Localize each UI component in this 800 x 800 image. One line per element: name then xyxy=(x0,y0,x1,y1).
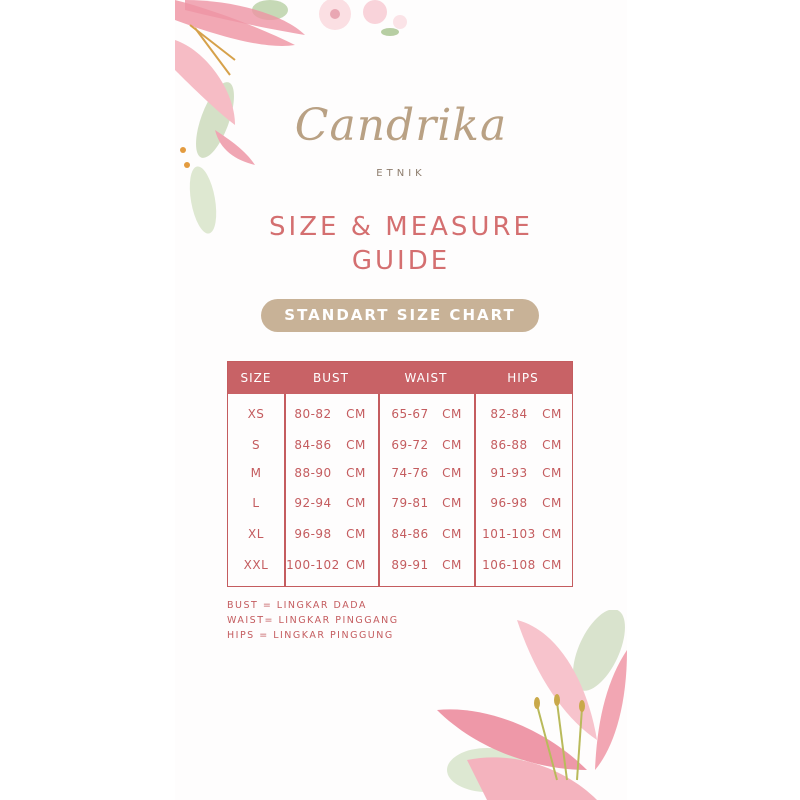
lily-flower-bottom-right xyxy=(427,610,627,800)
cell-unit: CM xyxy=(442,558,462,572)
measurement-legend xyxy=(227,598,399,643)
cell-bust: 96-98 xyxy=(294,527,332,541)
cell-size: M xyxy=(250,466,262,480)
cell-unit: CM xyxy=(442,407,462,421)
size-table xyxy=(227,361,573,587)
cell-unit: CM xyxy=(442,466,462,480)
cell-unit: CM xyxy=(542,407,562,421)
table-row xyxy=(228,524,572,544)
table-row xyxy=(228,404,572,424)
cell-unit: CM xyxy=(346,527,366,541)
cell-size: L xyxy=(252,496,260,510)
cell-waist: 69-72 xyxy=(391,438,429,452)
header-waist: WAIST xyxy=(404,371,448,385)
cell-unit: CM xyxy=(346,496,366,510)
cell-waist: 74-76 xyxy=(391,466,429,480)
cell-hips: 106-108 xyxy=(482,558,536,572)
cell-bust: 100-102 xyxy=(286,558,340,572)
cell-waist: 79-81 xyxy=(391,496,429,510)
title-line-1: SIZE & MEASURE xyxy=(269,212,533,242)
cell-size: S xyxy=(251,438,261,452)
cell-hips: 86-88 xyxy=(490,438,528,452)
size-chart-badge: STANDART SIZE CHART xyxy=(261,299,539,332)
cell-unit: CM xyxy=(346,558,366,572)
cell-hips: 96-98 xyxy=(490,496,528,510)
cell-unit: CM xyxy=(542,438,562,452)
legend-hips: HIPS = LINGKAR PINGGUNG xyxy=(227,630,394,641)
cell-bust: 88-90 xyxy=(294,466,332,480)
header-size: SIZE xyxy=(240,371,272,385)
title-line-2: GUIDE xyxy=(351,246,451,276)
table-row xyxy=(228,435,572,455)
cell-unit: CM xyxy=(346,438,366,452)
table-row xyxy=(228,463,572,483)
legend-bust: BUST = LINGKAR DADA xyxy=(227,600,367,611)
page-title xyxy=(175,210,627,278)
cell-hips: 82-84 xyxy=(490,407,528,421)
cell-bust: 84-86 xyxy=(294,438,332,452)
table-row xyxy=(228,555,572,575)
cell-unit: CM xyxy=(542,496,562,510)
cell-waist: 84-86 xyxy=(391,527,429,541)
cell-unit: CM xyxy=(442,496,462,510)
cell-bust: 80-82 xyxy=(294,407,332,421)
cell-unit: CM xyxy=(346,407,366,421)
brand-logo: Candrika xyxy=(294,100,508,151)
table-row xyxy=(228,493,572,513)
cell-unit: CM xyxy=(542,527,562,541)
cell-waist: 89-91 xyxy=(391,558,429,572)
cell-unit: CM xyxy=(442,527,462,541)
cell-unit: CM xyxy=(542,558,562,572)
header-bust: BUST xyxy=(313,371,349,385)
cell-unit: CM xyxy=(542,466,562,480)
cell-unit: CM xyxy=(346,466,366,480)
brand-subtitle: ETNIK xyxy=(376,168,426,179)
cell-size: XL xyxy=(248,527,264,541)
cell-hips: 91-93 xyxy=(490,466,528,480)
cell-waist: 65-67 xyxy=(391,407,429,421)
cell-unit: CM xyxy=(442,438,462,452)
cell-size: XXL xyxy=(243,558,269,572)
table-header xyxy=(228,362,572,394)
header-hips: HIPS xyxy=(507,371,539,385)
cell-size: XS xyxy=(247,407,265,421)
cell-hips: 101-103 xyxy=(482,527,536,541)
cell-bust: 92-94 xyxy=(294,496,332,510)
size-guide-card xyxy=(175,0,627,800)
legend-waist: WAIST= LINGKAR PINGGANG xyxy=(227,615,399,626)
